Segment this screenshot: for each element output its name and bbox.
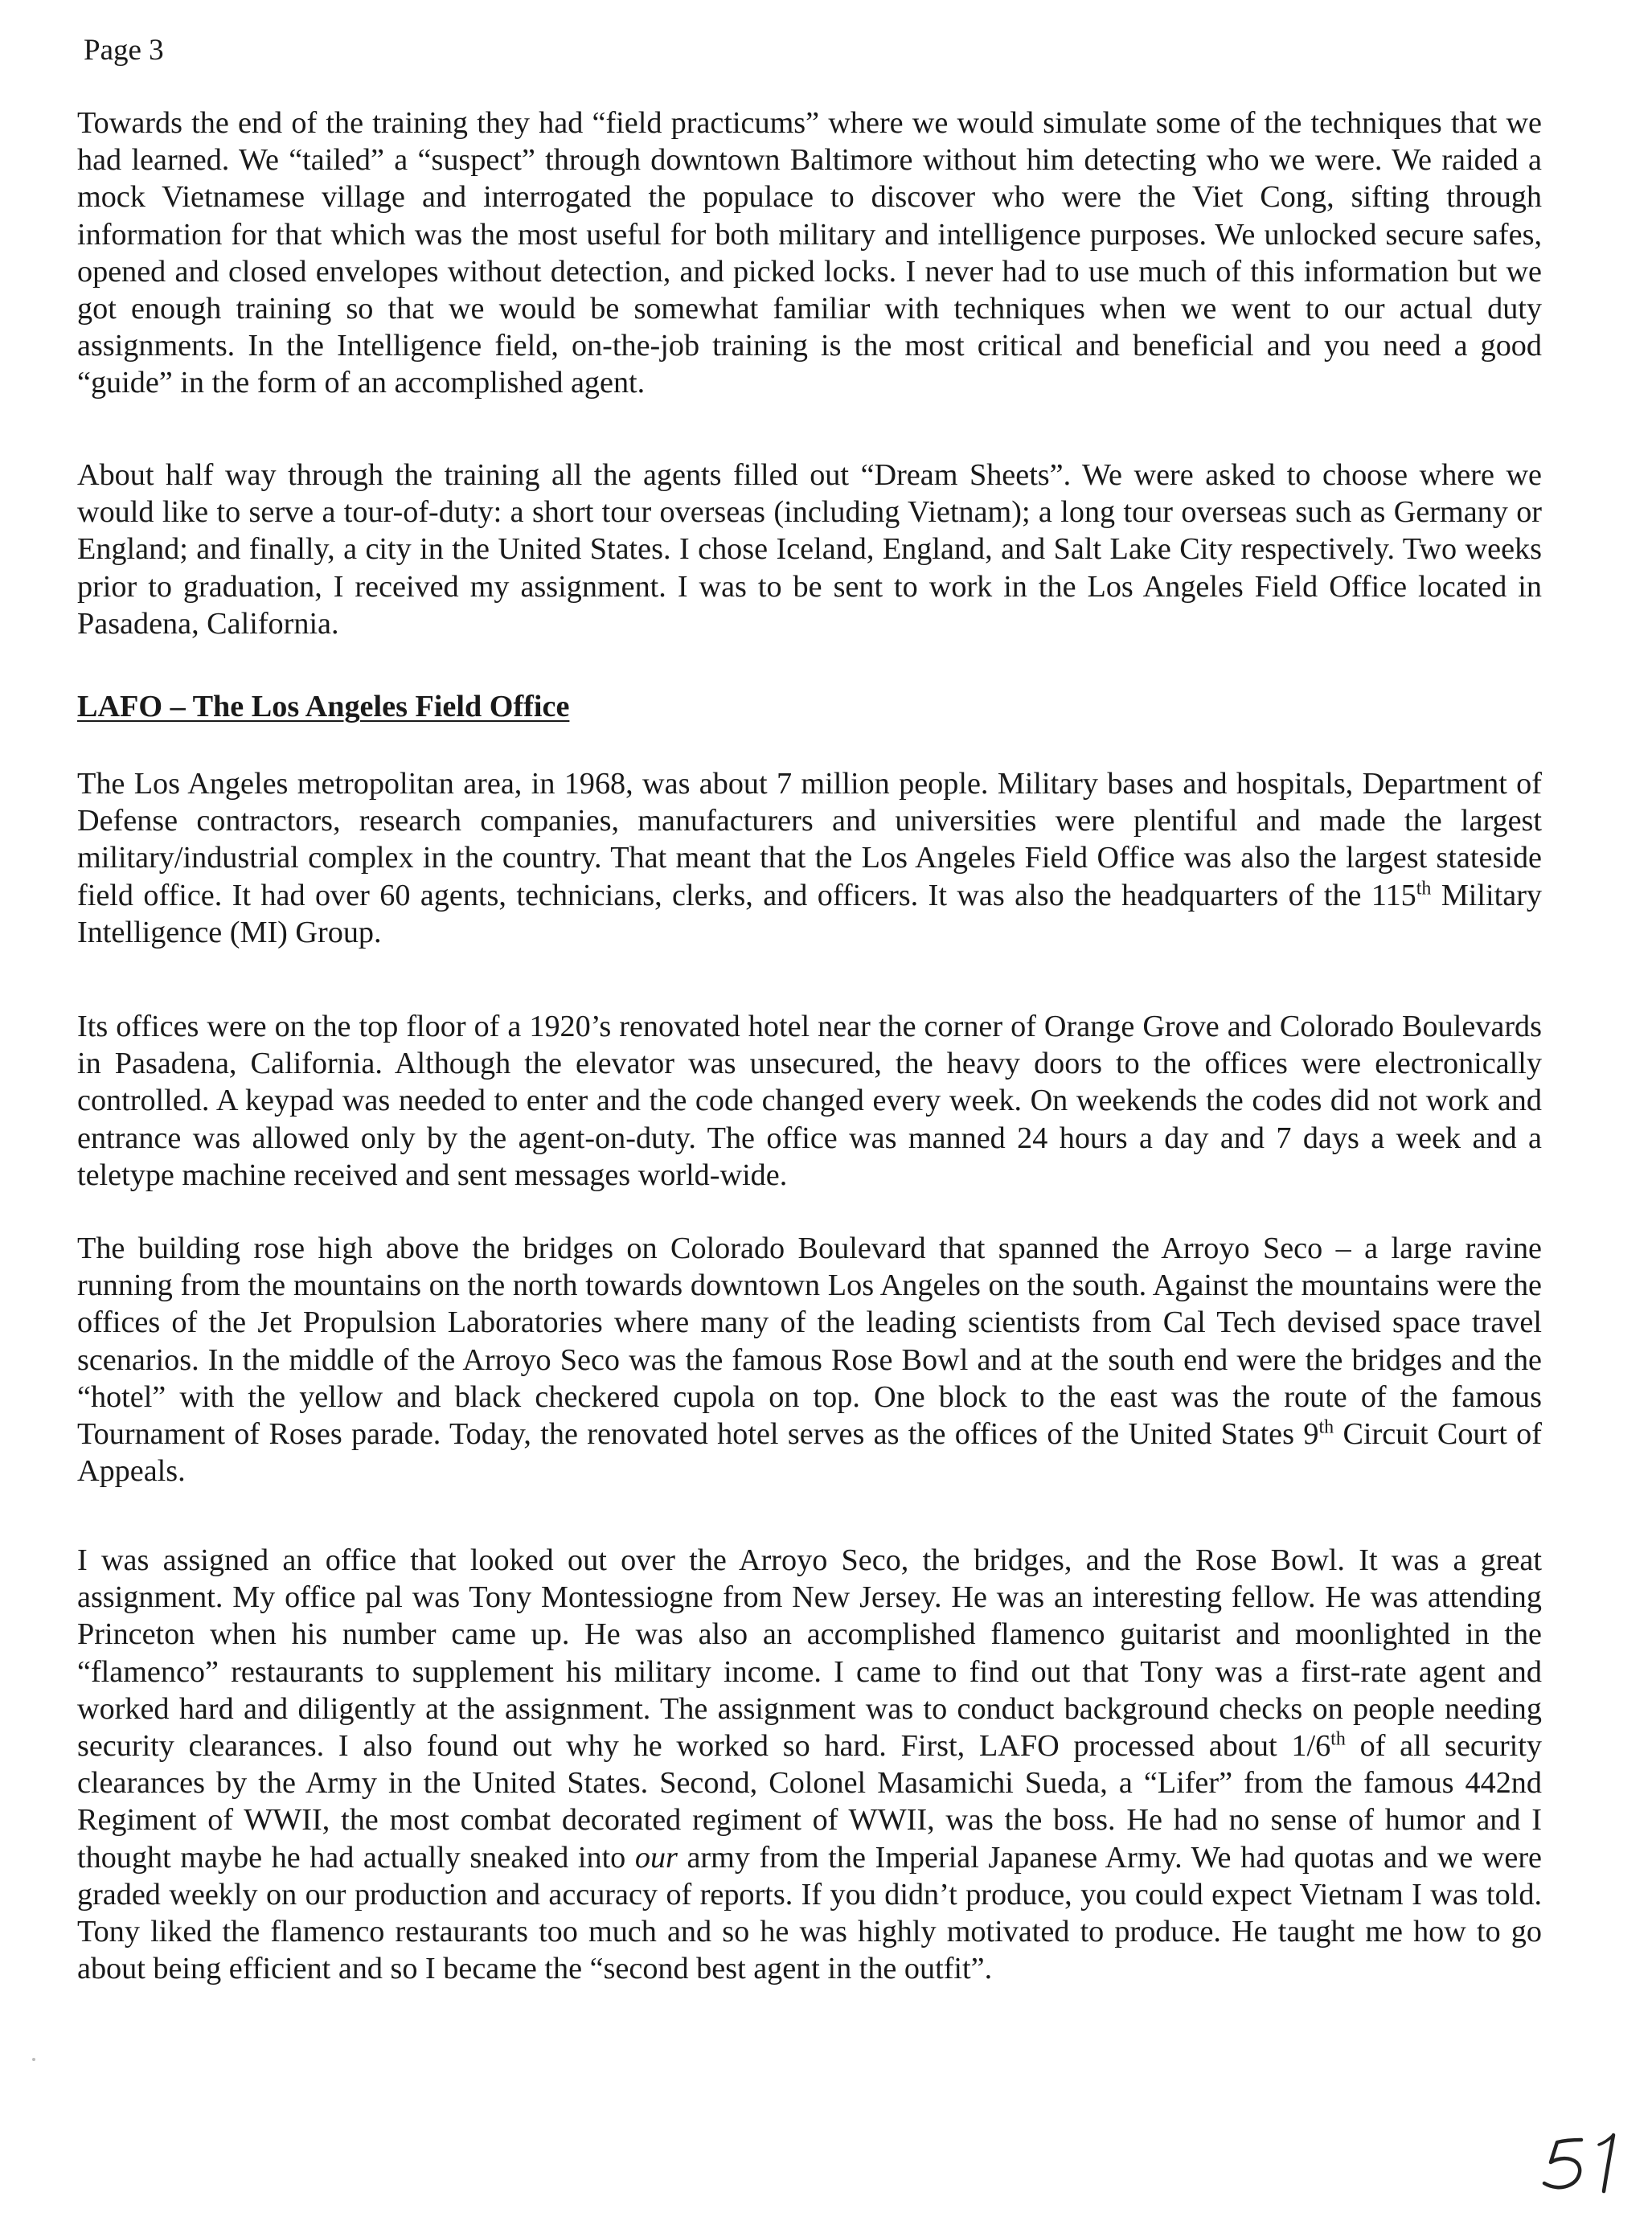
paragraph-assignment-text-end: army from the Imperial Japanese Army. We had quotas and we were graded weekly on our production and accuracy of reports. If you didn’t produce, you could expect Vietnam I was told. Tony liked the flamenco restaurants too much and so he was highly motivated to produce. He taught me how to go about being efficient and so I became the “second best agent in the outfit”.: [77, 1840, 1542, 1986]
scan-speck: [32, 2058, 35, 2061]
ordinal-superscript: th: [1318, 1416, 1334, 1438]
handwritten-digit-5: [1544, 2140, 1581, 2187]
paragraph-assignment-text-middle: of all security clearances by the Army in the United States. Second, Colonel Masamichi Sueda, a “Lifer” from the famous 442nd Regiment of WWII, the most combat decorated regiment of WWII, was the boss. He had no sense of humor and I thought maybe he had actually sneaked into: [77, 1729, 1542, 1875]
paragraph-la-metro-text: The Los Angeles metropolitan area, in 1968, was about 7 million people. Military bases and hospitals, Department of Defense contractors, research companies, manufacturers and universities were plentiful and made the largest military/industrial complex in the country. That meant that the Los Angeles Field Office was also the largest stateside field office. It had over 60 agents, technicians, clerks, and officers. It was also the headquarters of the 115: [77, 767, 1542, 912]
paragraph-building: [77, 1230, 1542, 1490]
paragraph-assignment-text: I was assigned an office that looked out over the Arroyo Seco, the bridges, and the Rose Bowl. It was a great assignment. My office pal was Tony Montessiogne from New Jersey. He was an interesting fellow. He was attending Princeton when his number came up. He was also an accomplished flamenco guitarist and moonlighted in the “flamenco” restaurants to supplement his military income. I came to find out that Tony was a first-rate agent and worked hard and diligently at the assignment. The assignment was to conduct background checks on people needing security clearances. I also found out why he worked so hard. First, LAFO processed about 1/6: [77, 1543, 1542, 1764]
section-heading-lafo: LAFO – The Los Angeles Field Office: [77, 690, 570, 723]
handwritten-digit-1: [1604, 2135, 1613, 2191]
paragraph-la-metro-text-end: Military Intelligence (MI) Group.: [77, 878, 1542, 949]
ordinal-superscript: th: [1416, 877, 1432, 899]
page-label: Page 3: [84, 34, 164, 67]
paragraph-dream-sheets: About half way through the training all the agents filled out “Dream Sheets”. We were asked to choose where we would like to serve a tour-of-duty: a short tour overseas (including Vietnam); a long tour overseas such as Germany or England; and finally, a city in the United States. I chose Iceland, England, and Salt Lake City respectively. Two weeks prior to graduation, I received my assignment. I was to be sent to work in the Los Angeles Field Office located in Pasadena, California.: [77, 458, 1542, 641]
paragraph-offices: Its offices were on the top floor of a 1920’s renovated hotel near the corner of Orange Grove and Colorado Boulevards in Pasadena, California. Although the elevator was unsecured, the heavy doors to the offices were electronically controlled. A keypad was needed to enter and the code changed every week. On weekends the codes did not work and entrance was allowed only by the agent-on-duty. The office was manned 24 hours a day and 7 days a week and a teletype machine received and sent messages world-wide.: [77, 1010, 1542, 1192]
paragraph-la-metro: [77, 765, 1542, 951]
emphasis-text: our: [634, 1840, 678, 1875]
paragraph-building-text: The building rose high above the bridges on Colorado Boulevard that spanned the Arroyo Seco – a large ravine running from the mountains on the north towards downtown Los Angeles on the south. Against the mountains were the offices of the Jet Propulsion Laboratories where many of the leading scientists from Cal Tech devised space travel scenarios. In the middle of the Arroyo Seco was the famous Rose Bowl and at the south end were the bridges and the “hotel” with the yellow and black checkered cupola on top. One block to the east was the route of the famous Tournament of Roses parade. Today, the renovated hotel serves as the offices of the United States 9: [77, 1231, 1542, 1452]
paragraph-field-practicums: Towards the end of the training they had “field practicums” where we would simulate some of the techniques that we had learned. We “tailed” a “suspect” through downtown Baltimore without him detecting who we were. We raided a mock Vietnamese village and interrogated the populace to discover who were the Viet Cong, sifting through information for that which was the most useful for both military and intelligence purposes. We unlocked secure safes, opened and closed envelopes without detection, and picked locks. I never had to use much of this information but we got enough training so that we would be somewhat familiar with techniques when we went to our actual duty assignments. In the Intelligence field, on-the-job training is the most critical and beneficial and you need a good “guide” in the form of an accomplished agent.: [77, 106, 1542, 400]
handwritten-page-number: [1539, 2129, 1634, 2196]
ordinal-superscript: th: [1330, 1728, 1346, 1750]
paragraph-building-text-end: Circuit Court of Appeals.: [77, 1417, 1542, 1489]
paragraph-assignment: [77, 1542, 1542, 1987]
